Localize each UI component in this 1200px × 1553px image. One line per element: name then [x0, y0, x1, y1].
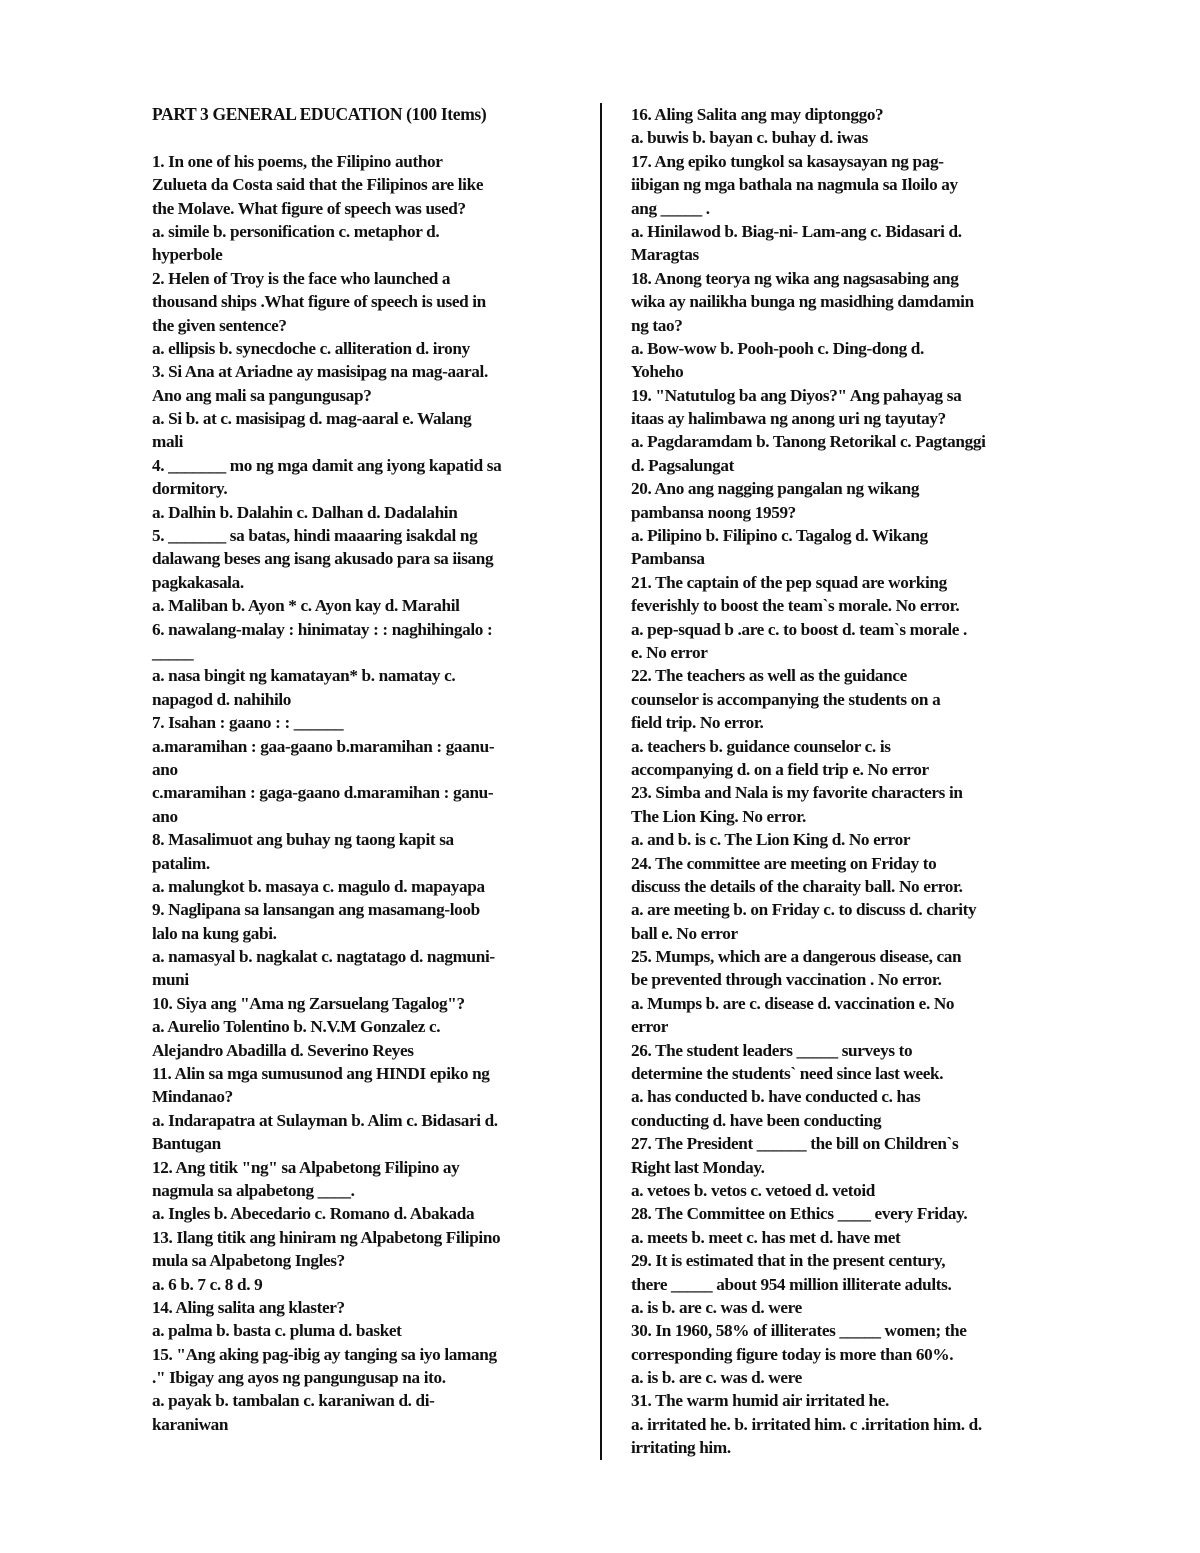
- text-line: 12. Ang titik "ng" sa Alpabetong Filipino ay: [152, 1157, 460, 1177]
- text-line: a. palma b. basta c. pluma d. basket: [152, 1321, 402, 1341]
- text-line: a. Ingles b. Abecedario c. Romano d. Abakada: [152, 1204, 475, 1224]
- text-line: [152, 126, 584, 149]
- text-line: ." Ibigay ang ayos ng pangungusap na ito.: [152, 1368, 446, 1388]
- text-line: 4. _______ mo ng mga damit ang iyong kapatid sa: [152, 455, 502, 475]
- text-line: itaas ay halimbawa ng anong uri ng tayutay?: [631, 409, 946, 429]
- text-line: Yoheho: [631, 362, 684, 382]
- text-line: pambansa noong 1959?: [631, 502, 796, 522]
- text-line: a. ellipsis b. synecdoche c. alliteration d. irony: [152, 338, 470, 358]
- text-line: a. buwis b. bayan c. buhay d. iwas: [631, 128, 868, 148]
- text-line: feverishly to boost the team`s morale. No error.: [631, 596, 960, 616]
- text-line: a. is b. are c. was d. were: [631, 1297, 802, 1317]
- text-line: conducting d. have been conducting: [631, 1110, 882, 1130]
- text-line: a. irritated he. b. irritated him. c .irritation him. d.: [631, 1414, 982, 1434]
- text-line: 2. Helen of Troy is the face who launched a: [152, 268, 451, 288]
- column-divider: [600, 103, 602, 1460]
- text-line: a. is b. are c. was d. were: [631, 1368, 802, 1388]
- text-line: ano: [152, 806, 178, 826]
- text-line: ball e. No error: [631, 923, 738, 943]
- text-line: a. Aurelio Tolentino b. N.V.M Gonzalez c.: [152, 1017, 441, 1037]
- text-line: Mindanao?: [152, 1087, 233, 1107]
- text-line: 25. Mumps, which are a dangerous disease, can: [631, 947, 962, 967]
- text-line: 1. In one of his poems, the Filipino author: [152, 151, 443, 171]
- text-line: 31. The warm humid air irritated he.: [631, 1391, 889, 1411]
- text-line: 13. Ilang titik ang hiniram ng Alpabetong Filipino: [152, 1227, 501, 1247]
- text-line: the Molave. What figure of speech was used?: [152, 198, 466, 218]
- text-line: error: [631, 1017, 669, 1037]
- page-title: PART 3 GENERAL EDUCATION (100 Items): [152, 104, 487, 124]
- text-line: a.maramihan : gaa-gaano b.maramihan : gaanu-: [152, 736, 495, 756]
- text-line: discuss the details of the charaity ball. No error.: [631, 876, 963, 896]
- text-line: Right last Monday.: [631, 1157, 765, 1177]
- text-line: 7. Isahan : gaano : : ______: [152, 713, 344, 733]
- text-line: a. Maliban b. Ayon * c. Ayon kay d. Marahil: [152, 596, 460, 616]
- right-column: [631, 103, 1061, 1460]
- text-line: Ano ang mali sa pangungusap?: [152, 385, 372, 405]
- text-line: a. 6 b. 7 c. 8 d. 9: [152, 1274, 263, 1294]
- text-line: be prevented through vaccination . No error.: [631, 970, 942, 990]
- text-line: 10. Siya ang "Ama ng Zarsuelang Tagalog"?: [152, 993, 465, 1013]
- text-line: there _____ about 954 million illiterate adults.: [631, 1274, 952, 1294]
- text-line: 9. Naglipana sa lansangan ang masamang-loob: [152, 900, 480, 920]
- text-line: Bantugan: [152, 1134, 221, 1154]
- text-line: 5. _______ sa batas, hindi maaaring isakdal ng: [152, 526, 478, 546]
- text-line: corresponding figure today is more than 60%.: [631, 1344, 954, 1364]
- text-line: 6. nawalang-malay : hinimatay : : naghihingalo :: [152, 619, 493, 639]
- text-line: a. simile b. personification c. metaphor d.: [152, 221, 440, 241]
- text-line: a. pep-squad b .are c. to boost d. team`s morale .: [631, 619, 967, 639]
- text-line: Alejandro Abadilla d. Severino Reyes: [152, 1040, 414, 1060]
- text-line: a. meets b. meet c. has met d. have met: [631, 1227, 901, 1247]
- text-line: 18. Anong teorya ng wika ang nagsasabing ang: [631, 268, 959, 288]
- text-line: a. has conducted b. have conducted c. has: [631, 1087, 921, 1107]
- text-line: 21. The captain of the pep squad are working: [631, 572, 947, 592]
- text-line: 11. Alin sa mga sumusunod ang HINDI epiko ng: [152, 1064, 490, 1084]
- text-line: a. malungkot b. masaya c. magulo d. mapayapa: [152, 876, 485, 896]
- text-line: 28. The Committee on Ethics ____ every Friday.: [631, 1204, 968, 1224]
- text-line: a. Pagdaramdam b. Tanong Retorikal c. Pagtanggi: [631, 432, 986, 452]
- text-line: 22. The teachers as well as the guidance: [631, 666, 907, 686]
- text-line: The Lion King. No error.: [631, 806, 806, 826]
- text-line: 16. Aling Salita ang may diptonggo?: [631, 105, 884, 124]
- text-line: Pambansa: [631, 549, 705, 569]
- text-line: ng tao?: [631, 315, 683, 335]
- text-line: ano: [152, 759, 178, 779]
- text-line: 3. Si Ana at Ariadne ay masisipag na mag-aaral.: [152, 362, 488, 382]
- text-line: a. Si b. at c. masisipag d. mag-aaral e. Walang: [152, 409, 472, 429]
- text-line: hyperbole: [152, 245, 223, 265]
- text-line: Maragtas: [631, 245, 699, 265]
- text-line: 27. The President ______ the bill on Children`s: [631, 1134, 959, 1154]
- text-line: c.maramihan : gaga-gaano d.maramihan : ganu-: [152, 783, 494, 803]
- text-line: karaniwan: [152, 1414, 229, 1434]
- text-line: field trip. No error.: [631, 713, 764, 733]
- text-line: determine the students` need since last week.: [631, 1064, 944, 1084]
- text-line: patalim.: [152, 853, 210, 873]
- text-line: mula sa Alpabetong Ingles?: [152, 1251, 345, 1271]
- text-line: a. Hinilawod b. Biag-ni- Lam-ang c. Bidasari d.: [631, 221, 962, 241]
- text-line: a. Pilipino b. Filipino c. Tagalog d. Wikang: [631, 526, 928, 546]
- text-line: 29. It is estimated that in the present century,: [631, 1251, 946, 1271]
- text-line: 8. Masalimuot ang buhay ng taong kapit sa: [152, 830, 454, 850]
- text-line: a. Mumps b. are c. disease d. vaccination e. No: [631, 993, 955, 1013]
- text-line: e. No error: [631, 642, 708, 662]
- text-line: a. nasa bingit ng kamatayan* b. namatay c.: [152, 666, 456, 686]
- text-line: irritating him.: [631, 1438, 731, 1458]
- text-line: a. Indarapatra at Sulayman b. Alim c. Bidasari d.: [152, 1110, 498, 1130]
- text-line: 26. The student leaders _____ surveys to: [631, 1040, 913, 1060]
- text-line: a. Bow-wow b. Pooh-pooh c. Ding-dong d.: [631, 338, 924, 358]
- text-line: Zulueta da Costa said that the Filipinos are like: [152, 175, 484, 195]
- text-line: 30. In 1960, 58% of illiterates _____ women; the: [631, 1321, 967, 1341]
- text-line: pagkakasala.: [152, 572, 244, 592]
- text-line: napagod d. nahihilo: [152, 689, 292, 709]
- text-line: a. namasyal b. nagkalat c. nagtatago d. nagmuni-: [152, 947, 495, 967]
- text-line: 24. The committee are meeting on Friday to: [631, 853, 937, 873]
- text-line: muni: [152, 970, 189, 990]
- text-line: dormitory.: [152, 479, 228, 499]
- text-line: _____: [152, 642, 194, 662]
- text-line: nagmula sa alpabetong ____.: [152, 1180, 355, 1200]
- text-line: d. Pagsalungat: [631, 455, 735, 475]
- text-line: a. are meeting b. on Friday c. to discuss d. charity: [631, 900, 977, 920]
- text-line: the given sentence?: [152, 315, 287, 335]
- text-line: a. Dalhin b. Dalahin c. Dalhan d. Dadalahin: [152, 502, 458, 522]
- text-line: counselor is accompanying the students on a: [631, 689, 941, 709]
- text-line: mali: [152, 432, 184, 452]
- text-line: a. and b. is c. The Lion King d. No error: [631, 830, 911, 850]
- text-line: a. teachers b. guidance counselor c. is: [631, 736, 891, 756]
- text-line: thousand ships .What figure of speech is used in: [152, 292, 486, 312]
- text-line: 14. Aling salita ang klaster?: [152, 1297, 345, 1317]
- text-line: accompanying d. on a field trip e. No error: [631, 759, 929, 779]
- text-line: 20. Ano ang nagging pangalan ng wikang: [631, 479, 920, 499]
- text-line: a. vetoes b. vetos c. vetoed d. vetoid: [631, 1180, 875, 1200]
- text-line: 19. "Natutulog ba ang Diyos?" Ang pahayag sa: [631, 385, 962, 405]
- text-line: 17. Ang epiko tungkol sa kasaysayan ng pag-: [631, 151, 944, 171]
- text-line: 15. "Ang aking pag-ibig ay tanging sa iyo lamang: [152, 1344, 497, 1364]
- left-column: [152, 103, 584, 1436]
- text-line: dalawang beses ang isang akusado para sa iisang: [152, 549, 494, 569]
- text-line: lalo na kung gabi.: [152, 923, 277, 943]
- text-line: wika ay nailikha bunga ng masidhing damdamin: [631, 292, 974, 312]
- text-line: ang _____ .: [631, 198, 710, 218]
- text-line: iibigan ng mga bathala na nagmula sa Iloilo ay: [631, 175, 958, 195]
- text-line: a. payak b. tambalan c. karaniwan d. di-: [152, 1391, 435, 1411]
- text-line: 23. Simba and Nala is my favorite characters in: [631, 783, 963, 803]
